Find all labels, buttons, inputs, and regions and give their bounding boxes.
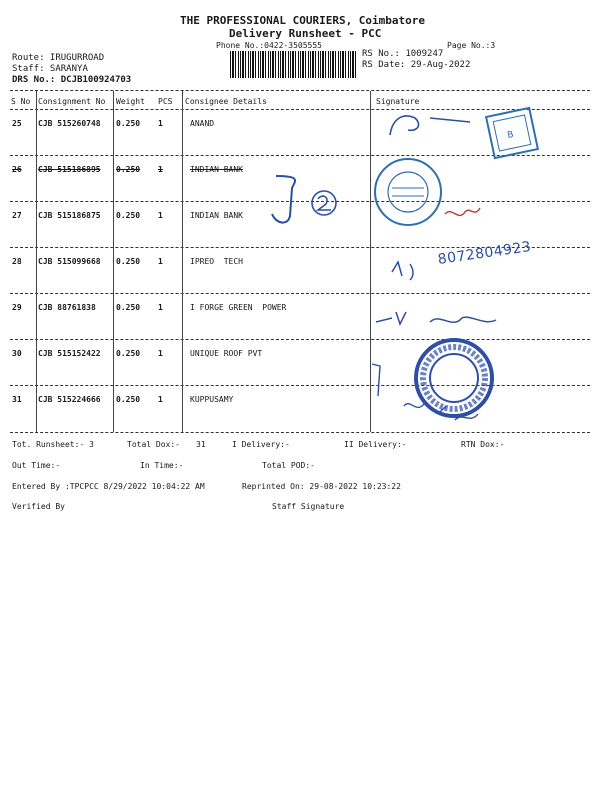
row-consignee: ANAND (190, 119, 215, 128)
row-sno: 29 (12, 303, 22, 312)
runsheet-title: Delivery Runsheet - PCC (229, 27, 382, 40)
i-delivery: I Delivery:- (232, 440, 290, 449)
signature-row28 (392, 262, 413, 280)
bank-stamp-row25 (486, 108, 538, 158)
row-consignee: UNIQUE ROOF PVT (190, 349, 263, 358)
col-header-signature: Signature (376, 97, 420, 106)
total-pod: Total POD:- (262, 461, 315, 470)
staff: Staff: SARANYA (12, 64, 88, 74)
row-consignee: I FORGE GREEN POWER (190, 303, 287, 312)
col-header-pcs: PCS (158, 97, 173, 106)
handwriting-circled-mark (312, 191, 336, 215)
total-dox-value: 31 (196, 440, 206, 449)
row-consignee: KUPPUSAMY (190, 395, 234, 404)
row-pcs: 1 (158, 257, 163, 266)
col-header-weight: Weight (116, 97, 145, 106)
row-pcs: 1 (158, 211, 163, 220)
staff-signature: Staff Signature (272, 502, 345, 511)
total-dox-label: Total Dox:- (127, 440, 180, 449)
row-pcs: 1 (158, 303, 163, 312)
row-pcs: 1 (158, 395, 163, 404)
row-pcs: 1 (158, 119, 163, 128)
col-header-sno: S No (11, 97, 31, 106)
row-sno: 26 (12, 165, 22, 174)
svg-text:B: B (506, 129, 515, 141)
row-sno: 28 (12, 257, 22, 266)
bank-round-stamp (375, 159, 441, 225)
row-pcs: 1 (158, 349, 163, 358)
row-sno: 30 (12, 349, 22, 358)
row-weight: 0.250 (116, 395, 141, 404)
page-number: Page No.:3 (447, 41, 496, 50)
row-sno: 31 (12, 395, 22, 404)
row-weight: 0.250 (116, 165, 141, 174)
row-weight: 0.250 (116, 303, 141, 312)
row-pcs: 1 (158, 165, 163, 174)
row-weight: 0.250 (116, 349, 141, 358)
row-consignee: IPREO TECH (190, 257, 243, 266)
signature-row25 (390, 116, 470, 135)
signature-row29 (376, 312, 496, 324)
row-consignment: CJB 515152422 (38, 349, 101, 358)
row-sno: 27 (12, 211, 22, 220)
col-header-consignment: Consignment No (38, 97, 106, 106)
col-header-consignee: Consignee Details (185, 97, 267, 106)
ii-delivery: II Delivery:- (344, 440, 407, 449)
row-weight: 0.250 (116, 119, 141, 128)
route: Route: IRUGURROAD (12, 53, 105, 63)
row-weight: 0.250 (116, 211, 141, 220)
out-time: Out Time:- (12, 461, 61, 470)
rtn-dox: RTN Dox:- (461, 440, 505, 449)
signature-row31 (372, 364, 478, 420)
company-name: THE PROFESSIONAL COURIERS, Coimbatore (180, 14, 426, 27)
row-consignment: CJB 515099668 (38, 257, 101, 266)
entered-by: Entered By :TPCPCC 8/29/2022 10:04:22 AM (12, 482, 205, 491)
in-time: In Time:- (140, 461, 184, 470)
rs-number: RS No.: 1009247 (362, 49, 444, 59)
phone-number: Phone No.:0422-3505555 (216, 41, 322, 50)
handwriting-j-mark (272, 176, 295, 223)
row-consignment: CJB 515186875 (38, 211, 101, 220)
row-consignment: CJB 515186895 (38, 165, 101, 174)
row-sno: 25 (12, 119, 22, 128)
row-weight: 0.250 (116, 257, 141, 266)
rs-date: RS Date: 29-Aug-2022 (362, 60, 471, 70)
row-consignment: CJB 88761838 (38, 303, 96, 312)
row-consignee: INDIAN BANK (190, 165, 243, 174)
handwritten-phone-number: 8072804923 (436, 238, 533, 268)
reprinted-on: Reprinted On: 29-08-2022 10:23:22 (242, 482, 401, 491)
red-ink-mark (445, 208, 480, 215)
row-consignment: CJB 515224666 (38, 395, 101, 404)
verified-by: Verified By (12, 502, 65, 511)
row-consignment: CJB 515260748 (38, 119, 101, 128)
drs-number: DRS No.: DCJB100924703 (12, 75, 132, 85)
row-consignee: INDIAN BANK (190, 211, 243, 220)
company-stamp-row30 (416, 340, 492, 416)
tot-runsheet: Tot. Runsheet:- 3 (12, 440, 94, 449)
